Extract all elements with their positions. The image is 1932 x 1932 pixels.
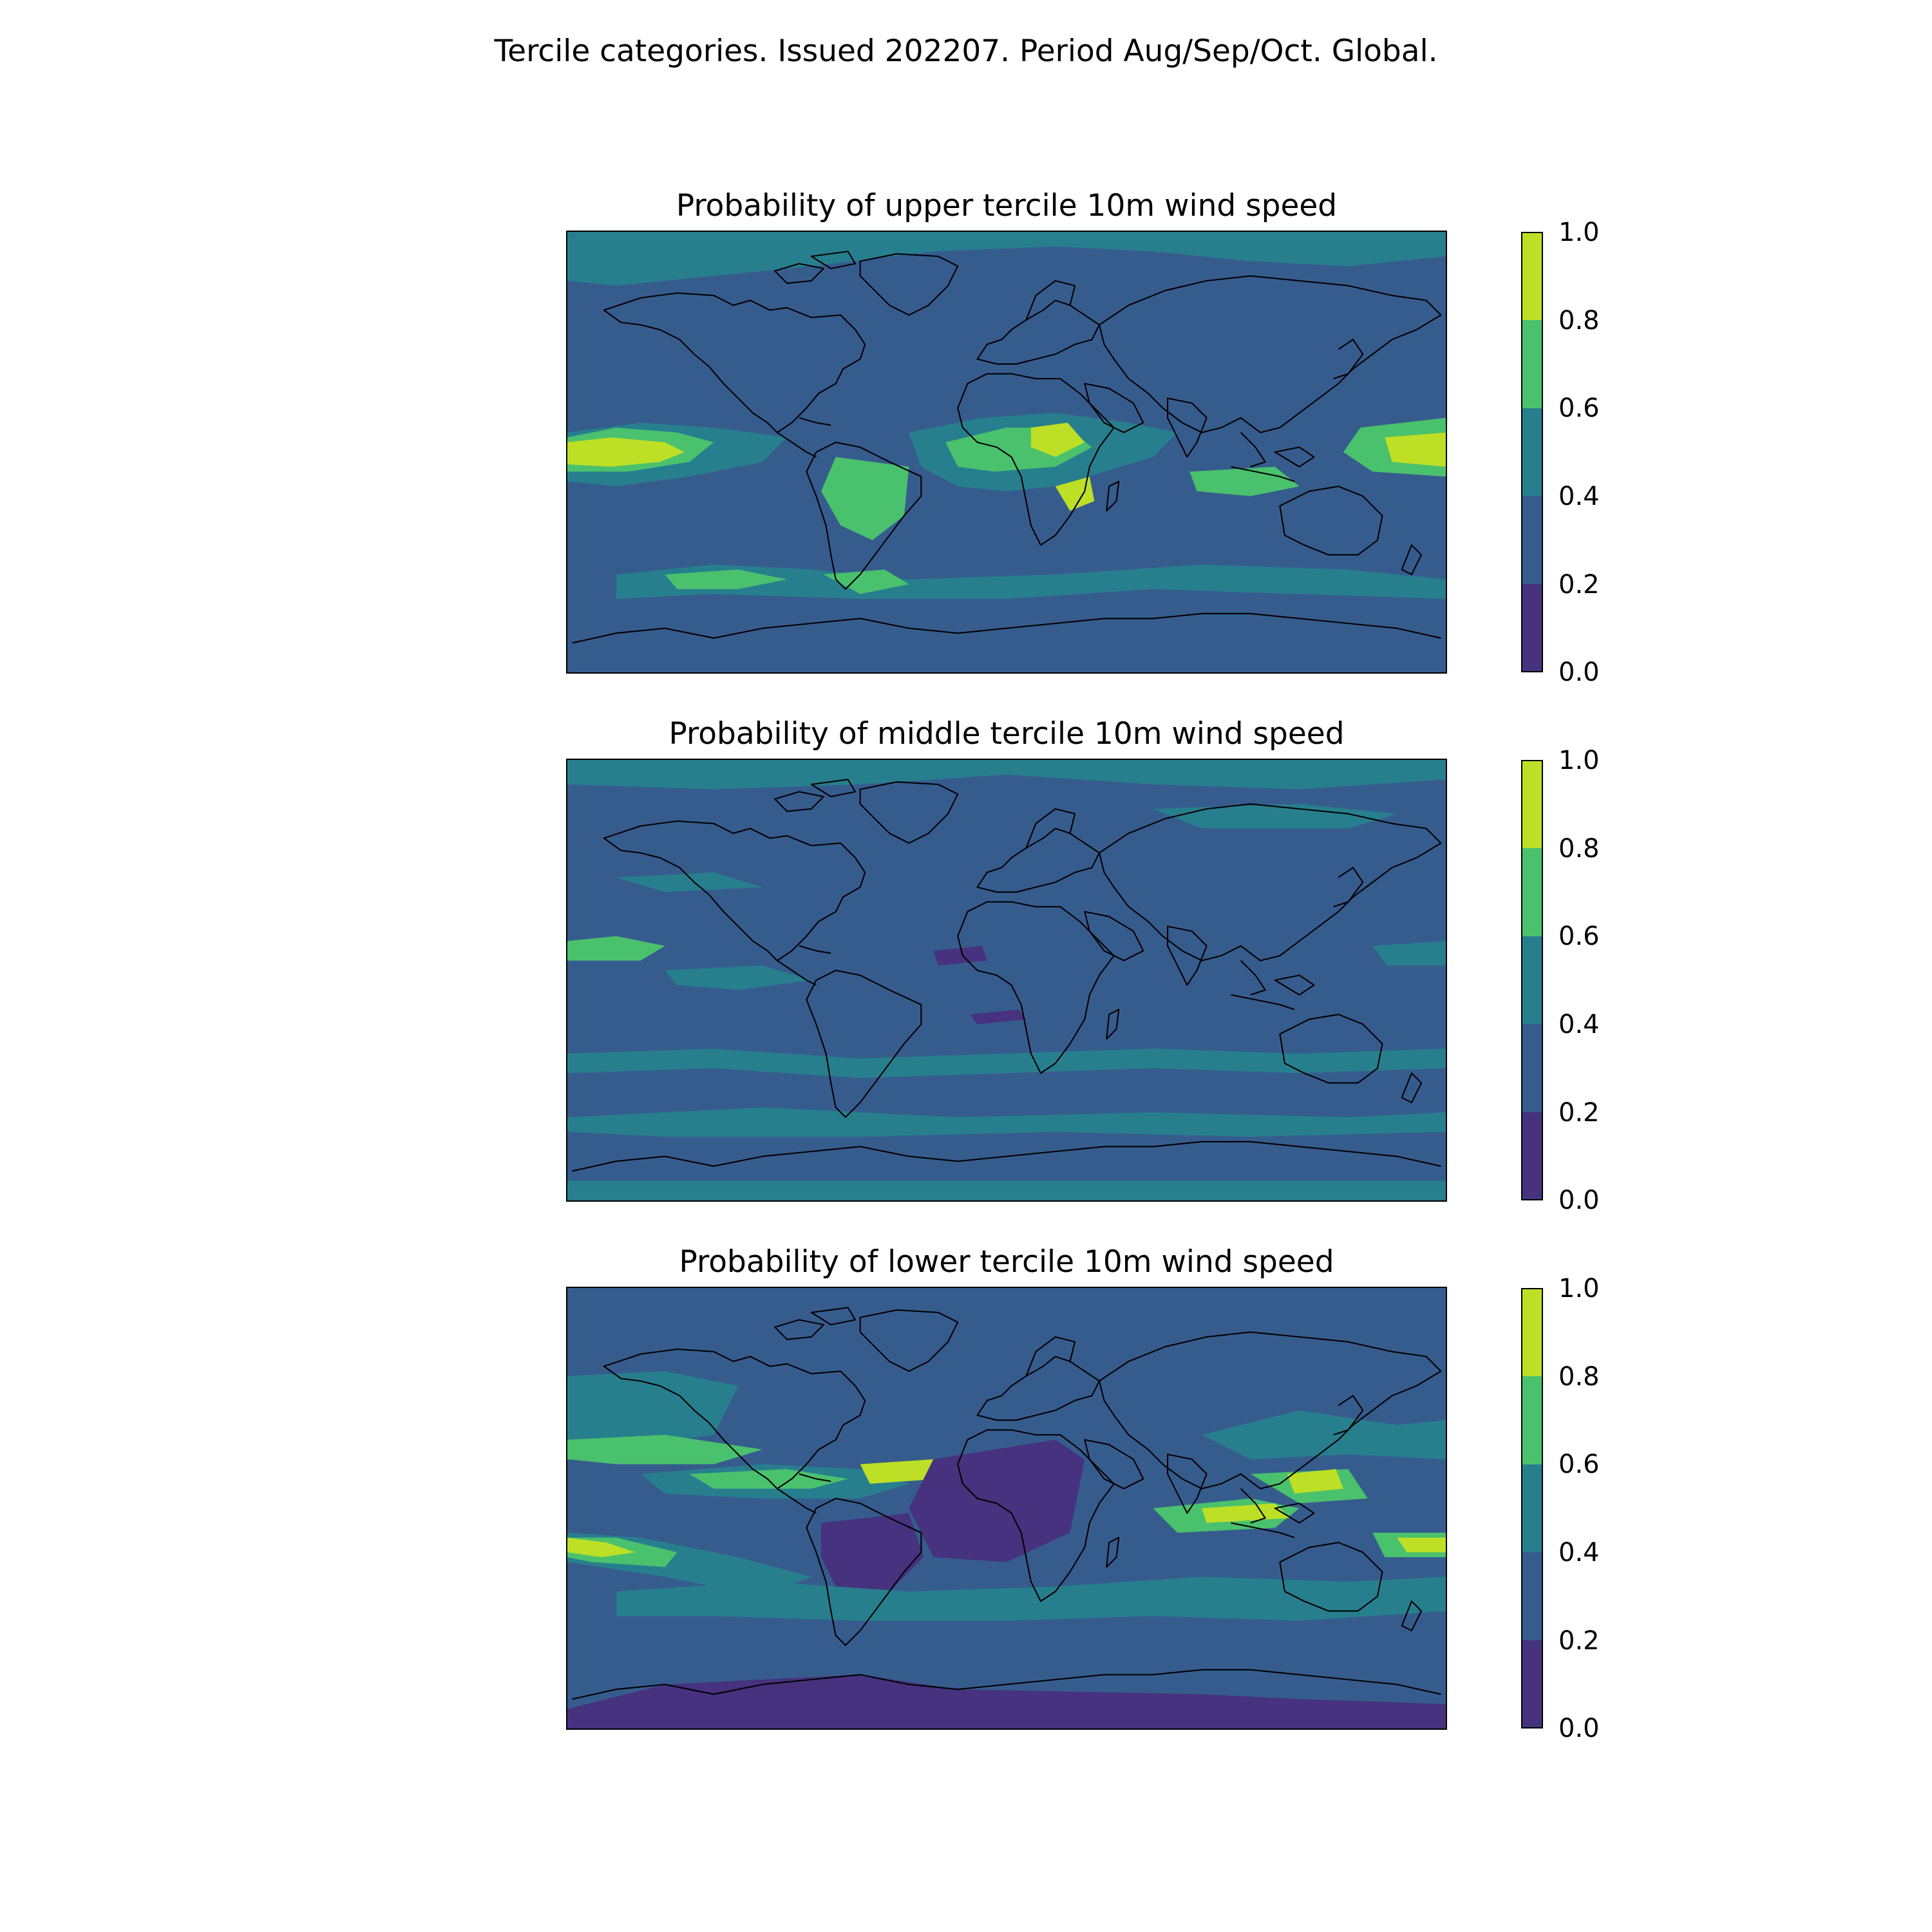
cbar-tick: 0.8 <box>1558 1362 1600 1392</box>
cbar-tick: 0.0 <box>1558 658 1600 687</box>
panel-title-lower: Probability of lower tercile 10m wind speed <box>679 1244 1334 1280</box>
figure-suptitle: Tercile categories. Issued 202207. Period Aug/Sep/Oct. Global. <box>494 33 1438 69</box>
panel-title-upper: Probability of upper tercile 10m wind speed <box>676 188 1338 223</box>
cbar-tick: 0.6 <box>1558 1450 1600 1479</box>
colorbar-middle <box>1521 760 1543 1200</box>
cbar-tick: 0.4 <box>1558 1010 1600 1039</box>
cbar-tick: 0.4 <box>1558 1538 1600 1567</box>
panel-title-middle: Probability of middle tercile 10m wind speed <box>668 716 1345 752</box>
cbar-tick: 0.2 <box>1558 570 1600 600</box>
cbar-tick: 0.0 <box>1558 1714 1600 1743</box>
map-border <box>566 759 1447 1202</box>
cbar-tick: 0.6 <box>1558 922 1600 951</box>
map-border <box>566 231 1447 674</box>
map-border <box>566 1287 1447 1730</box>
cbar-tick: 0.2 <box>1558 1098 1600 1128</box>
cbar-tick: 0.2 <box>1558 1626 1600 1656</box>
cbar-tick: 1.0 <box>1558 218 1600 247</box>
cbar-tick: 0.6 <box>1558 393 1600 423</box>
colorbar-lower <box>1521 1288 1543 1728</box>
cbar-tick: 0.0 <box>1558 1186 1600 1215</box>
colorbar-upper <box>1521 232 1543 672</box>
cbar-tick: 1.0 <box>1558 1274 1600 1303</box>
cbar-tick: 1.0 <box>1558 746 1600 775</box>
cbar-tick: 0.8 <box>1558 306 1600 336</box>
cbar-tick: 0.4 <box>1558 482 1600 511</box>
cbar-tick: 0.8 <box>1558 834 1600 864</box>
